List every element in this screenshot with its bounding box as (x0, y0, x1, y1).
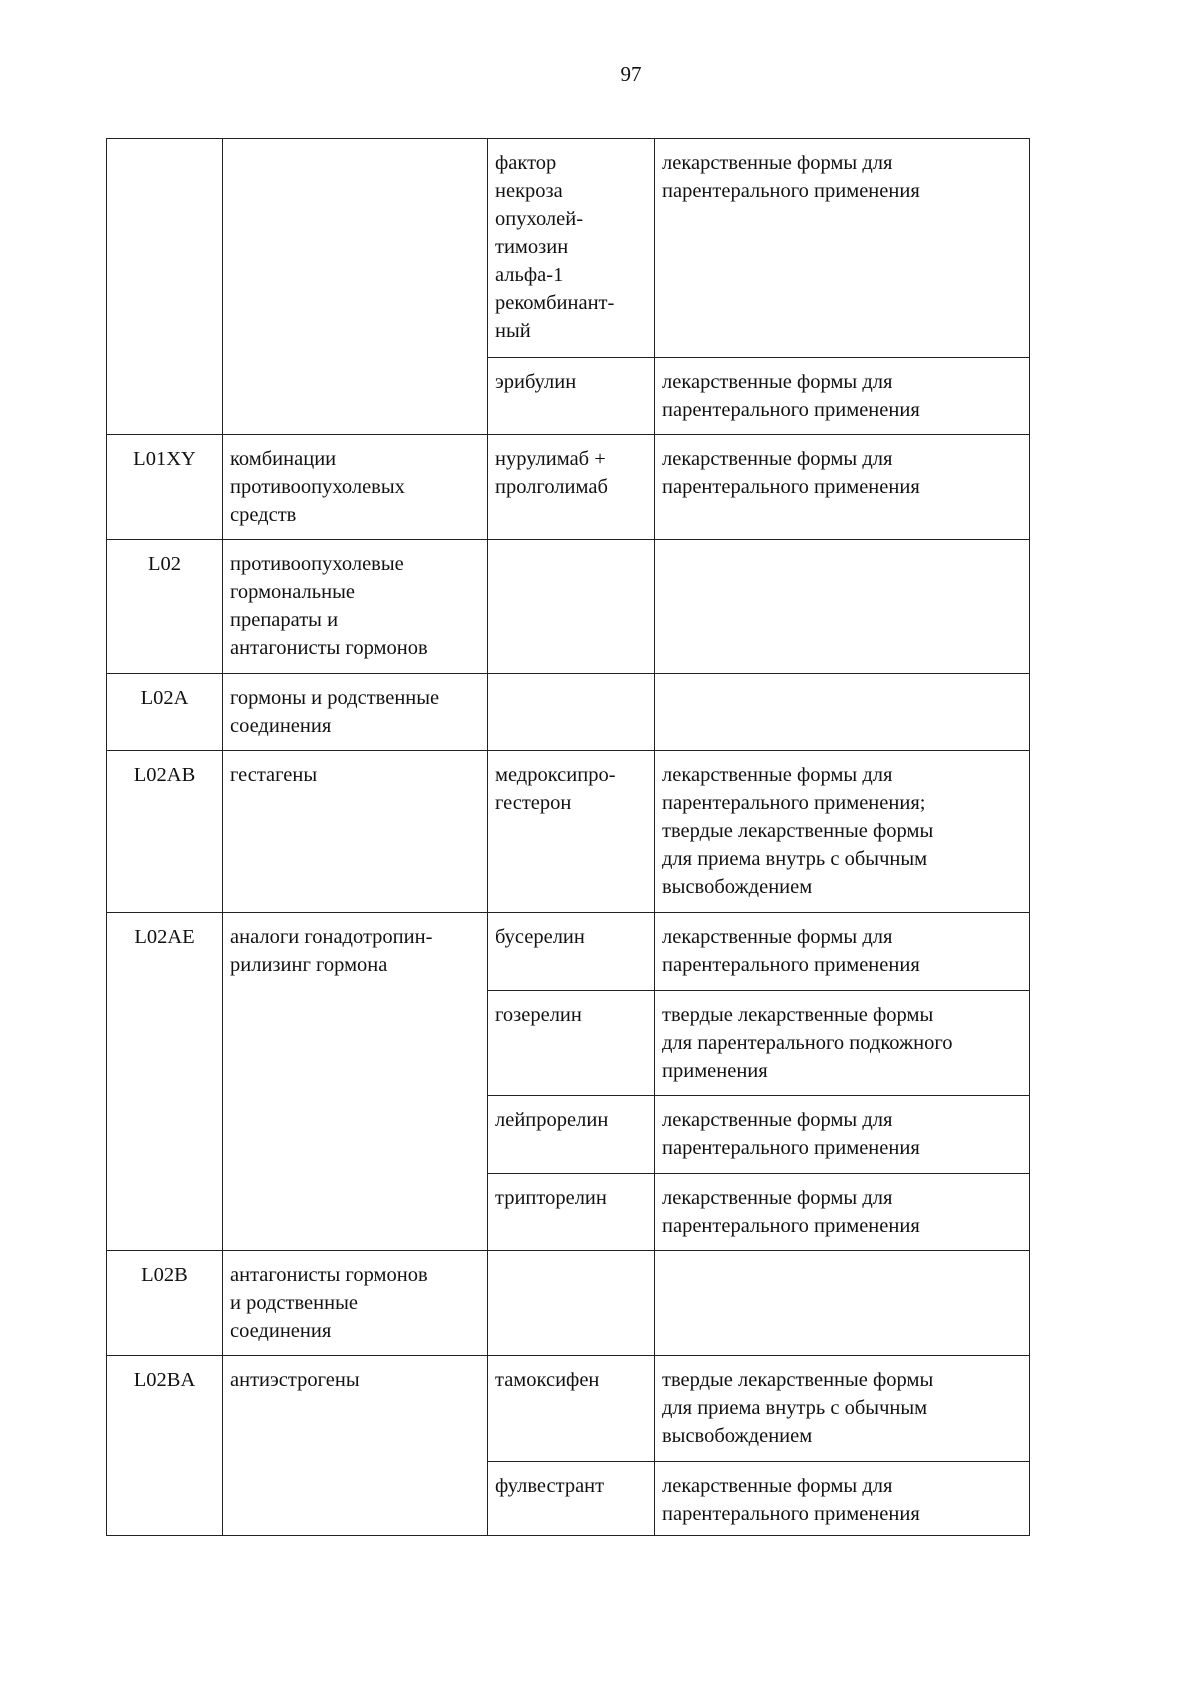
dosage-form-cell: лекарственные формы для парентерального применения (655, 1462, 1030, 1536)
drug-name-cell: тамоксифен (488, 1356, 655, 1462)
atc-code-cell: L02A (107, 674, 223, 751)
dosage-form-cell: лекарственные формы для парентерального применения (655, 358, 1030, 435)
table-row (107, 751, 1030, 913)
dosage-form-cell: лекарственные формы для парентерального применения (655, 139, 1030, 358)
atc-group-cell: гестагены (223, 751, 488, 913)
drug-name-cell: трипторелин (488, 1174, 655, 1251)
drug-name-cell: нурулимаб + пролголимаб (488, 435, 655, 540)
atc-group-cell: антагонисты гормонов и родственные соединения (223, 1251, 488, 1356)
dosage-form-cell: твердые лекарственные формы для парентерального подкожного применения (655, 991, 1030, 1096)
atc-group-cell: гормоны и родственные соединения (223, 674, 488, 751)
atc-group-cell: комбинации противоопухолевых средств (223, 435, 488, 540)
drug-name-cell (488, 540, 655, 674)
table-row (107, 1356, 1030, 1462)
drug-name-cell: гозерелин (488, 991, 655, 1096)
atc-group-cell: аналоги гонадотропин- рилизинг гормона (223, 913, 488, 1251)
atc-code-cell: L02B (107, 1251, 223, 1356)
drug-name-cell (488, 1251, 655, 1356)
dosage-form-cell: лекарственные формы для парентерального применения (655, 1096, 1030, 1174)
dosage-form-cell (655, 1251, 1030, 1356)
drug-classification-table (106, 138, 1030, 1536)
atc-code-cell: L02AB (107, 751, 223, 913)
atc-code-cell: L01XY (107, 435, 223, 540)
dosage-form-cell (655, 540, 1030, 674)
atc-group-cell: антиэстрогены (223, 1356, 488, 1536)
dosage-form-cell (655, 674, 1030, 751)
table-row (107, 139, 1030, 358)
table-row (107, 435, 1030, 540)
drug-name-cell: бусерелин (488, 913, 655, 991)
dosage-form-cell: лекарственные формы для парентерального применения (655, 1174, 1030, 1251)
atc-group-cell: противоопухолевые гормональные препараты и антагонисты гормонов (223, 540, 488, 674)
dosage-form-cell: твердые лекарственные формы для приема внутрь с обычным высвобождением (655, 1356, 1030, 1462)
dosage-form-cell: лекарственные формы для парентерального применения (655, 913, 1030, 991)
atc-code-cell: L02 (107, 540, 223, 674)
dosage-form-cell: лекарственные формы для парентерального применения (655, 435, 1030, 540)
table-row (107, 674, 1030, 751)
drug-name-cell (488, 674, 655, 751)
drug-name-cell: фактор некроза опухолей- тимозин альфа-1 рекомбинант- ный (488, 139, 655, 358)
atc-code-cell (107, 139, 223, 435)
table-row (107, 540, 1030, 674)
drug-name-cell: медроксипро- гестерон (488, 751, 655, 913)
drug-name-cell: фулвестрант (488, 1462, 655, 1536)
drug-name-cell: лейпрорелин (488, 1096, 655, 1174)
atc-code-cell: L02BA (107, 1356, 223, 1536)
table-row (107, 1251, 1030, 1356)
atc-code-cell: L02AE (107, 913, 223, 1251)
table-row (107, 913, 1030, 991)
dosage-form-cell: лекарственные формы для парентерального применения; твердые лекарственные формы для приема внутрь с обычным высвобождением (655, 751, 1030, 913)
atc-group-cell (223, 139, 488, 435)
page-number: 97 (620, 62, 642, 86)
drug-name-cell: эрибулин (488, 358, 655, 435)
